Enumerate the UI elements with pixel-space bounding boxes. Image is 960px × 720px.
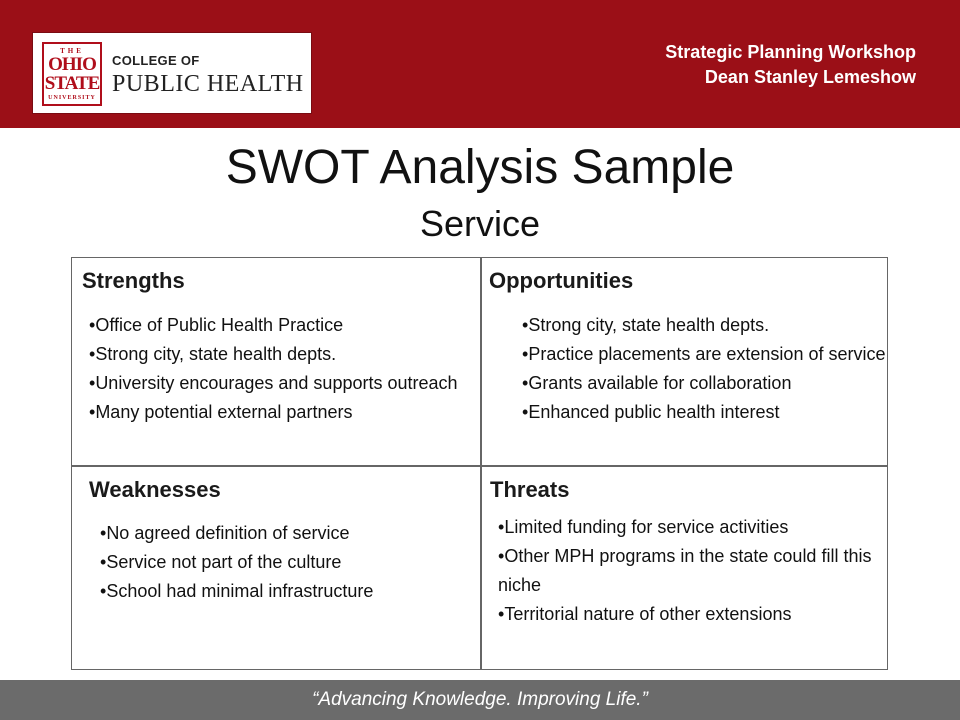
list-item: • Enhanced public health interest bbox=[522, 398, 887, 427]
weaknesses-list bbox=[100, 519, 470, 606]
slide-subtitle: Service bbox=[419, 203, 541, 244]
list-item: • Service not part of the culture bbox=[100, 548, 470, 577]
opportunities-heading: Opportunities bbox=[489, 268, 634, 293]
seal-line-2: OHIO bbox=[48, 53, 96, 75]
logo-text-public-health: PUBLIC HEALTH bbox=[112, 71, 304, 97]
college-logo bbox=[32, 32, 312, 114]
logo-text-college-of: COLLEGE OF bbox=[112, 53, 200, 68]
footer-bar bbox=[0, 680, 960, 720]
list-item: • No agreed definition of service bbox=[100, 519, 470, 548]
grid-vertical-divider bbox=[480, 258, 482, 669]
threats-heading: Threats bbox=[490, 477, 570, 502]
list-item: • School had minimal infrastructure bbox=[100, 577, 470, 606]
seal-line-1: THE bbox=[60, 46, 84, 55]
list-item: • Grants available for collaboration bbox=[522, 369, 887, 398]
strengths-heading: Strengths bbox=[82, 268, 185, 293]
list-item: • Territorial nature of other extensions bbox=[498, 600, 883, 629]
footer-tagline: “Advancing Knowledge. Improving Life.” bbox=[312, 689, 648, 710]
presenter-name: Dean Stanley Lemeshow bbox=[704, 67, 916, 87]
ohio-state-seal bbox=[42, 42, 102, 106]
strengths-list bbox=[89, 311, 469, 427]
list-item: • Limited funding for service activities bbox=[498, 513, 883, 542]
slide-title: SWOT Analysis Sample bbox=[225, 141, 735, 194]
list-item: • Strong city, state health depts. bbox=[522, 311, 887, 340]
seal-line-3: STATE bbox=[44, 72, 100, 94]
list-item: • Strong city, state health depts. bbox=[89, 340, 469, 369]
opportunities-list bbox=[522, 311, 887, 427]
workshop-title: Strategic Planning Workshop bbox=[665, 42, 916, 62]
list-item: • University encourages and supports outreach bbox=[89, 369, 469, 398]
threats-list bbox=[498, 513, 883, 629]
workshop-info bbox=[665, 40, 916, 90]
header-banner bbox=[0, 0, 960, 128]
list-item: • Other MPH programs in the state could fill this niche bbox=[498, 542, 883, 600]
swot-grid bbox=[71, 257, 888, 670]
list-item: • Office of Public Health Practice bbox=[89, 311, 469, 340]
weaknesses-heading: Weaknesses bbox=[89, 477, 221, 502]
list-item: • Practice placements are extension of service bbox=[522, 340, 887, 369]
list-item: • Many potential external partners bbox=[89, 398, 469, 427]
grid-horizontal-divider bbox=[72, 465, 887, 467]
seal-line-4: UNIVERSITY bbox=[48, 94, 96, 101]
